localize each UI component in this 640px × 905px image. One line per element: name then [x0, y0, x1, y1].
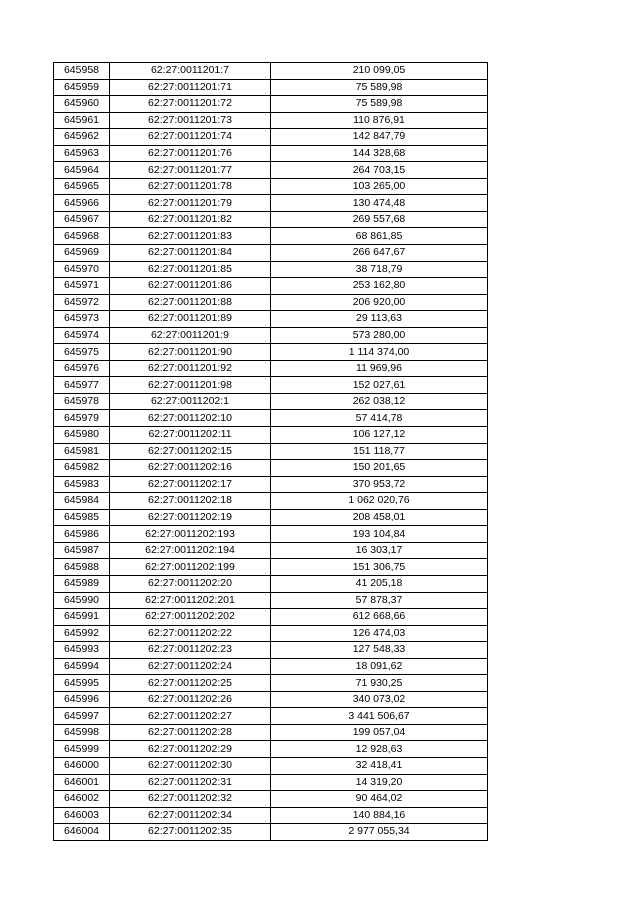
cadastral-number-cell: 62:27:0011202:34	[110, 807, 271, 824]
value-cell: 573 280,00	[271, 327, 488, 344]
table-row	[54, 625, 488, 642]
value-cell: 38 718,79	[271, 261, 488, 278]
cadastral-number-cell: 62:27:0011202:18	[110, 493, 271, 510]
cadastral-number-cell: 62:27:0011202:11	[110, 427, 271, 444]
value-cell: 151 306,75	[271, 559, 488, 576]
value-cell: 14 319,20	[271, 774, 488, 791]
record-number-cell: 646004	[54, 824, 110, 841]
table-row	[54, 708, 488, 725]
value-cell: 151 118,77	[271, 443, 488, 460]
cadastral-number-cell: 62:27:0011201:86	[110, 278, 271, 295]
table-row	[54, 824, 488, 841]
record-number-cell: 645991	[54, 609, 110, 626]
value-cell: 262 038,12	[271, 393, 488, 410]
record-number-cell: 645964	[54, 162, 110, 179]
record-number-cell: 645987	[54, 542, 110, 559]
table-row	[54, 129, 488, 146]
value-cell: 3 441 506,67	[271, 708, 488, 725]
table-row	[54, 542, 488, 559]
cadastral-number-cell: 62:27:0011201:78	[110, 178, 271, 195]
value-cell: 106 127,12	[271, 427, 488, 444]
record-number-cell: 645971	[54, 278, 110, 295]
table-row	[54, 741, 488, 758]
record-number-cell: 645962	[54, 129, 110, 146]
cadastral-number-cell: 62:27:0011201:98	[110, 377, 271, 394]
cadastral-number-cell: 62:27:0011201:9	[110, 327, 271, 344]
record-number-cell: 646002	[54, 791, 110, 808]
cadastral-number-cell: 62:27:0011202:19	[110, 509, 271, 526]
record-number-cell: 645999	[54, 741, 110, 758]
cadastral-number-cell: 62:27:0011201:85	[110, 261, 271, 278]
cadastral-number-cell: 62:27:0011201:72	[110, 96, 271, 113]
table-row	[54, 344, 488, 361]
table-row	[54, 294, 488, 311]
table-row	[54, 675, 488, 692]
table-row	[54, 724, 488, 741]
record-number-cell: 646003	[54, 807, 110, 824]
table-row	[54, 443, 488, 460]
cadastral-number-cell: 62:27:0011202:193	[110, 526, 271, 543]
table-row	[54, 178, 488, 195]
value-cell: 1 114 374,00	[271, 344, 488, 361]
value-cell: 210 099,05	[271, 63, 488, 80]
cadastral-number-cell: 62:27:0011201:74	[110, 129, 271, 146]
record-number-cell: 645965	[54, 178, 110, 195]
value-cell: 71 930,25	[271, 675, 488, 692]
record-number-cell: 645994	[54, 658, 110, 675]
cadastral-number-cell: 62:27:0011201:89	[110, 311, 271, 328]
cadastral-number-cell: 62:27:0011201:84	[110, 245, 271, 262]
record-number-cell: 645995	[54, 675, 110, 692]
table-row	[54, 791, 488, 808]
table-row	[54, 145, 488, 162]
cadastral-number-cell: 62:27:0011202:28	[110, 724, 271, 741]
table-row	[54, 642, 488, 659]
value-cell: 32 418,41	[271, 757, 488, 774]
value-cell: 75 589,98	[271, 96, 488, 113]
cadastral-number-cell: 62:27:0011201:79	[110, 195, 271, 212]
cadastral-number-cell: 62:27:0011201:77	[110, 162, 271, 179]
record-number-cell: 645976	[54, 360, 110, 377]
cadastral-number-cell: 62:27:0011202:22	[110, 625, 271, 642]
value-cell: 150 201,65	[271, 460, 488, 477]
table-row	[54, 96, 488, 113]
value-cell: 11 969,96	[271, 360, 488, 377]
cadastral-number-cell: 62:27:0011201:7	[110, 63, 271, 80]
table-row	[54, 195, 488, 212]
table-row	[54, 774, 488, 791]
record-number-cell: 645963	[54, 145, 110, 162]
table-row	[54, 228, 488, 245]
record-number-cell: 645961	[54, 112, 110, 129]
record-number-cell: 645993	[54, 642, 110, 659]
record-number-cell: 645996	[54, 691, 110, 708]
cadastral-number-cell: 62:27:0011202:201	[110, 592, 271, 609]
value-cell: 90 464,02	[271, 791, 488, 808]
cadastral-number-cell: 62:27:0011202:10	[110, 410, 271, 427]
table-row	[54, 79, 488, 96]
table-row	[54, 261, 488, 278]
record-number-cell: 645981	[54, 443, 110, 460]
record-number-cell: 645977	[54, 377, 110, 394]
record-number-cell: 646000	[54, 757, 110, 774]
record-number-cell: 645958	[54, 63, 110, 80]
table-row	[54, 327, 488, 344]
cadastral-number-cell: 62:27:0011201:76	[110, 145, 271, 162]
cadastral-number-cell: 62:27:0011201:71	[110, 79, 271, 96]
cadastral-number-cell: 62:27:0011201:88	[110, 294, 271, 311]
record-number-cell: 645967	[54, 211, 110, 228]
value-cell: 2 977 055,34	[271, 824, 488, 841]
cadastral-number-cell: 62:27:0011202:15	[110, 443, 271, 460]
cadastral-number-cell: 62:27:0011202:31	[110, 774, 271, 791]
table-row	[54, 211, 488, 228]
record-number-cell: 645986	[54, 526, 110, 543]
cadastral-number-cell: 62:27:0011201:73	[110, 112, 271, 129]
cadastral-number-cell: 62:27:0011202:1	[110, 393, 271, 410]
value-cell: 264 703,15	[271, 162, 488, 179]
table-row	[54, 278, 488, 295]
record-number-cell: 645983	[54, 476, 110, 493]
table-row	[54, 609, 488, 626]
cadastral-number-cell: 62:27:0011201:83	[110, 228, 271, 245]
record-number-cell: 645969	[54, 245, 110, 262]
table-row	[54, 245, 488, 262]
record-number-cell: 645984	[54, 493, 110, 510]
value-cell: 57 878,37	[271, 592, 488, 609]
cadastral-number-cell: 62:27:0011202:24	[110, 658, 271, 675]
cadastral-number-cell: 62:27:0011202:20	[110, 575, 271, 592]
value-cell: 1 062 020,76	[271, 493, 488, 510]
record-number-cell: 645992	[54, 625, 110, 642]
record-number-cell: 645988	[54, 559, 110, 576]
table-row	[54, 311, 488, 328]
table-row	[54, 63, 488, 80]
value-cell: 130 474,48	[271, 195, 488, 212]
value-cell: 144 328,68	[271, 145, 488, 162]
value-cell: 193 104,84	[271, 526, 488, 543]
value-cell: 142 847,79	[271, 129, 488, 146]
value-cell: 68 861,85	[271, 228, 488, 245]
record-number-cell: 645979	[54, 410, 110, 427]
table-row	[54, 112, 488, 129]
cadastral-number-cell: 62:27:0011202:16	[110, 460, 271, 477]
value-cell: 370 953,72	[271, 476, 488, 493]
table-row	[54, 493, 488, 510]
value-cell: 266 647,67	[271, 245, 488, 262]
table-row	[54, 476, 488, 493]
cadastral-number-cell: 62:27:0011202:27	[110, 708, 271, 725]
record-number-cell: 645959	[54, 79, 110, 96]
record-number-cell: 645980	[54, 427, 110, 444]
table-row	[54, 427, 488, 444]
value-cell: 29 113,63	[271, 311, 488, 328]
cadastral-number-cell: 62:27:0011202:25	[110, 675, 271, 692]
table-row	[54, 658, 488, 675]
cadastral-number-cell: 62:27:0011201:90	[110, 344, 271, 361]
record-number-cell: 645990	[54, 592, 110, 609]
record-number-cell: 645970	[54, 261, 110, 278]
table-row	[54, 526, 488, 543]
value-cell: 208 458,01	[271, 509, 488, 526]
value-cell: 199 057,04	[271, 724, 488, 741]
table-row	[54, 691, 488, 708]
record-number-cell: 645975	[54, 344, 110, 361]
value-cell: 140 884,16	[271, 807, 488, 824]
table-row	[54, 410, 488, 427]
cadastral-number-cell: 62:27:0011202:194	[110, 542, 271, 559]
value-cell: 18 091,62	[271, 658, 488, 675]
table-row	[54, 162, 488, 179]
record-number-cell: 645978	[54, 393, 110, 410]
cadastral-number-cell: 62:27:0011201:82	[110, 211, 271, 228]
cadastral-number-cell: 62:27:0011202:26	[110, 691, 271, 708]
record-number-cell: 645972	[54, 294, 110, 311]
table-row	[54, 757, 488, 774]
data-table	[53, 62, 488, 841]
table-row	[54, 377, 488, 394]
cadastral-number-cell: 62:27:0011202:35	[110, 824, 271, 841]
value-cell: 110 876,91	[271, 112, 488, 129]
record-number-cell: 645974	[54, 327, 110, 344]
table-row	[54, 393, 488, 410]
record-number-cell: 645968	[54, 228, 110, 245]
table-row	[54, 575, 488, 592]
value-cell: 612 668,66	[271, 609, 488, 626]
value-cell: 41 205,18	[271, 575, 488, 592]
value-cell: 253 162,80	[271, 278, 488, 295]
record-number-cell: 645997	[54, 708, 110, 725]
table-row	[54, 460, 488, 477]
value-cell: 57 414,78	[271, 410, 488, 427]
record-number-cell: 646001	[54, 774, 110, 791]
record-number-cell: 645985	[54, 509, 110, 526]
cadastral-number-cell: 62:27:0011202:202	[110, 609, 271, 626]
cadastral-number-cell: 62:27:0011202:32	[110, 791, 271, 808]
value-cell: 269 557,68	[271, 211, 488, 228]
value-cell: 340 073,02	[271, 691, 488, 708]
cadastral-number-cell: 62:27:0011201:92	[110, 360, 271, 377]
record-number-cell: 645989	[54, 575, 110, 592]
record-number-cell: 645982	[54, 460, 110, 477]
value-cell: 16 303,17	[271, 542, 488, 559]
table-row	[54, 807, 488, 824]
record-number-cell: 645960	[54, 96, 110, 113]
value-cell: 103 265,00	[271, 178, 488, 195]
value-cell: 12 928,63	[271, 741, 488, 758]
table-row	[54, 592, 488, 609]
cadastral-number-cell: 62:27:0011202:199	[110, 559, 271, 576]
record-number-cell: 645973	[54, 311, 110, 328]
cadastral-number-cell: 62:27:0011202:30	[110, 757, 271, 774]
cadastral-number-cell: 62:27:0011202:23	[110, 642, 271, 659]
record-number-cell: 645998	[54, 724, 110, 741]
value-cell: 126 474,03	[271, 625, 488, 642]
cadastral-number-cell: 62:27:0011202:29	[110, 741, 271, 758]
value-cell: 152 027,61	[271, 377, 488, 394]
table-row	[54, 559, 488, 576]
value-cell: 75 589,98	[271, 79, 488, 96]
table-row	[54, 509, 488, 526]
cadastral-number-cell: 62:27:0011202:17	[110, 476, 271, 493]
record-number-cell: 645966	[54, 195, 110, 212]
value-cell: 127 548,33	[271, 642, 488, 659]
data-table-body	[54, 63, 488, 841]
value-cell: 206 920,00	[271, 294, 488, 311]
table-row	[54, 360, 488, 377]
